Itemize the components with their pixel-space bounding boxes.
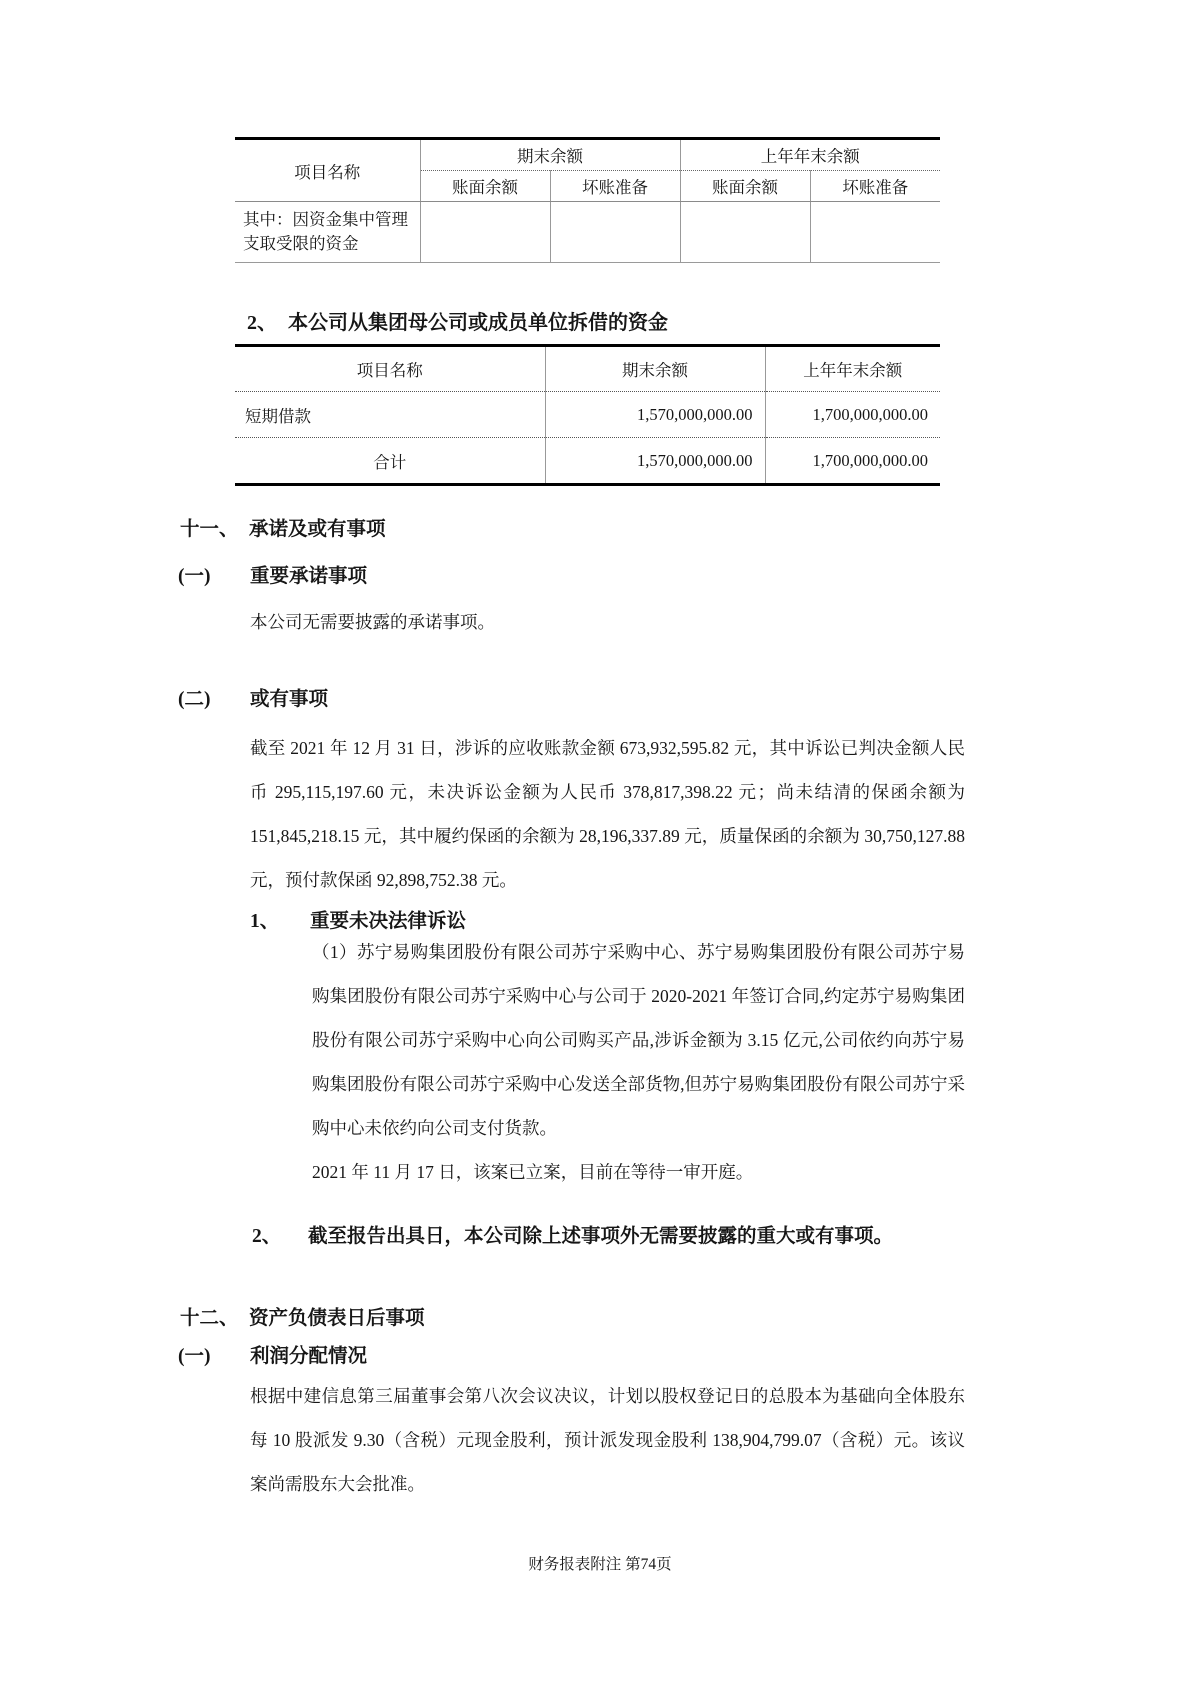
heading-closing-item	[252, 1223, 893, 1251]
col-group-prior-year-balance: 上年年末余额	[680, 139, 940, 171]
col-header-prior-year-balance: 上年年末余额	[765, 346, 940, 392]
heading-contingencies	[178, 686, 328, 714]
paragraph-commitments: 本公司无需要披露的承诺事项。	[250, 612, 495, 632]
cell-total-prior-value: 1,700,000,000.00	[765, 438, 940, 485]
heading-section-12	[180, 1305, 425, 1333]
heading-number: 十一、	[180, 519, 239, 540]
col-header-item-name: 项目名称	[235, 139, 420, 202]
heading-number: 2、	[247, 312, 277, 334]
cell-total-label: 合计	[373, 452, 407, 472]
paragraph-profit-distribution: 根据中建信息第三届董事会第八次会议决议，计划以股权登记日的总股本为基础向全体股东每 10 股派发 9.30（含税）元现金股利，预计派发现金股利 138,904,799.07（含税）元。该议案尚需股东大会批准。	[250, 1386, 965, 1494]
table-total-row	[235, 438, 940, 485]
heading-title: 本公司从集团母公司或成员单位拆借的资金	[288, 312, 668, 334]
cell-total-ending-value: 1,570,000,000.00	[545, 438, 765, 485]
cell-item-name: 短期借款	[235, 392, 545, 438]
cell-ending-bad	[550, 202, 680, 263]
cell-prior-book	[680, 202, 810, 263]
litigation-status-text: 2021 年 11 月 17 日，该案已立案，目前在等待一审开庭。	[312, 1162, 754, 1182]
heading-profit-distribution	[178, 1343, 367, 1371]
heading-title: 承诺及或有事项	[249, 519, 386, 540]
paragraph-contingencies: 截至 2021 年 12 月 31 日，涉诉的应收账款金额 673,932,595.82 元，其中诉讼已判决金额人民币 295,115,197.60 元，未决诉讼金额为人民币 378,817,398.22 元；尚未结清的保函余额为 151,845,218.15 元，其中履约保函的余额为 28,196,337.89 元，质量保函的余额为 30,750,127.88 元，预付款保函 92,898,752.38 元。	[250, 738, 965, 890]
heading-number: (一)	[178, 1346, 211, 1367]
heading-number: (二)	[178, 689, 211, 710]
heading-section-11	[180, 516, 386, 544]
cell-ending-book	[420, 202, 550, 263]
heading-number: 十二、	[180, 1308, 239, 1329]
heading-title: 资产负债表日后事项	[249, 1308, 425, 1329]
heading-title: 利润分配情况	[250, 1346, 368, 1367]
page-footer: 财务报表附注 第74页	[528, 1556, 672, 1573]
heading-title: 或有事项	[250, 689, 329, 710]
cell-prior-bad	[810, 202, 940, 263]
col-header-item-name: 项目名称	[235, 346, 545, 392]
closing-item-text: 截至报告出具日，本公司除上述事项外无需要披露的重大或有事项。	[308, 1226, 894, 1247]
col-header-book-balance-prior: 账面余额	[680, 171, 810, 202]
cell-ending-value: 1,570,000,000.00	[545, 392, 765, 438]
col-header-bad-debt-prior: 坏账准备	[810, 171, 940, 202]
restricted-funds-table	[235, 137, 940, 263]
heading-important-commitments	[178, 563, 367, 591]
heading-number: (一)	[178, 566, 211, 587]
row-label-restricted-funds: 其中：因资金集中管理支取受限的资金	[243, 210, 408, 253]
litigation-case-text: （1）苏宁易购集团股份有限公司苏宁采购中心、苏宁易购集团股份有限公司苏宁易购集团股份有限公司苏宁采购中心与公司于 2020-2021 年签订合同,约定苏宁易购集团股份有限公司苏宁采购中心向公司购买产品,涉诉金额为 3.15 亿元,公司依约向苏宁易购集团股份有限公司苏宁采购中心发送全部货物,但苏宁易购集团股份有限公司苏宁采购中心未依约向公司支付货款。	[312, 942, 965, 1138]
col-group-ending-balance: 期末余额	[420, 139, 680, 171]
col-header-ending-balance: 期末余额	[545, 346, 765, 392]
borrowed-funds-table	[235, 344, 940, 486]
heading-title: 重要承诺事项	[250, 566, 368, 587]
heading-borrowed-funds	[247, 306, 668, 335]
paragraph-litigation-case	[312, 930, 965, 1194]
heading-number: 2、	[252, 1226, 282, 1247]
col-header-book-balance-ending: 账面余额	[420, 171, 550, 202]
table-row	[235, 392, 940, 438]
col-header-bad-debt-ending: 坏账准备	[550, 171, 680, 202]
heading-number: 1、	[250, 911, 280, 932]
cell-prior-value: 1,700,000,000.00	[765, 392, 940, 438]
heading-title: 重要未决法律诉讼	[310, 911, 467, 932]
